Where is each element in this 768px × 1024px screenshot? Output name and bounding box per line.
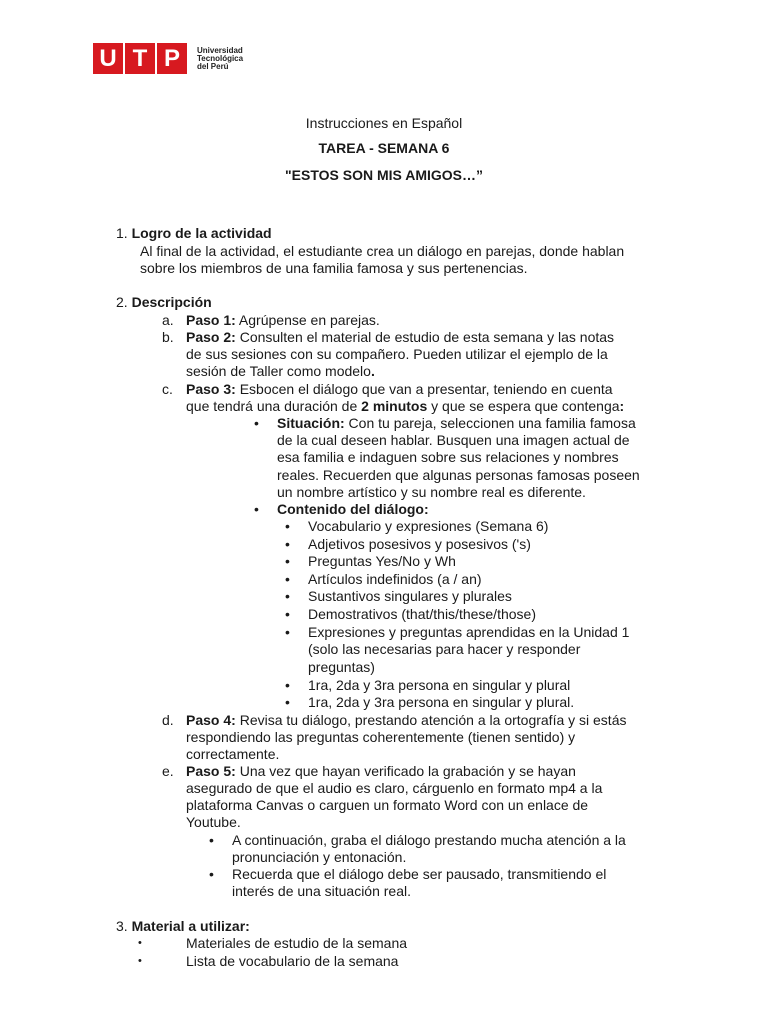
bullet: • — [285, 536, 290, 552]
step-4: Paso 4: Revisa tu diálogo, prestando atención a la ortografía y si estás — [186, 712, 627, 728]
bullet: • — [285, 588, 290, 604]
list-item: Demostrativos (that/this/these/those) — [308, 606, 536, 622]
list-item-text: interés de una situación real. — [232, 883, 411, 899]
step-5-text: Youtube. — [186, 814, 241, 830]
list-item: A continuación, graba el diálogo prestando mucha atención a la — [232, 832, 626, 848]
situacion-text: un nombre artístico y su nombre real es diferente. — [277, 484, 586, 500]
step-3: Paso 3: Esbocen el diálogo que van a presentar, teniendo en cuenta — [186, 381, 613, 397]
section-1-text: Al final de la actividad, el estudiante crea un diálogo en parejas, donde hablan — [140, 243, 625, 259]
step-3-text: que tendrá una duración de 2 minutos y que se espera que contenga: — [186, 398, 625, 414]
section-1-text: sobre los miembros de una familia famosa y sus pertenencias. — [140, 260, 528, 276]
section-1-heading: 1. Logro de la actividad — [116, 225, 272, 241]
step-4-text: correctamente. — [186, 746, 280, 762]
list-item: Recuerda que el diálogo debe ser pausado, transmitiendo el — [232, 866, 607, 882]
step-5-text: asegurado de que el audio es claro, cárguenlo en formato mp4 a la — [186, 780, 603, 796]
step-marker: a. — [162, 312, 174, 328]
list-item-text: preguntas) — [308, 659, 375, 675]
bullet: • — [138, 937, 142, 949]
document-title: TAREA - SEMANA 6 — [318, 140, 450, 156]
bullet: • — [285, 606, 290, 622]
list-item: Sustantivos singulares y plurales — [308, 588, 512, 604]
bullet: • — [254, 415, 259, 431]
logo-text: Universidad Tecnológica del Perú — [197, 45, 244, 71]
step-marker: d. — [162, 712, 174, 728]
situacion-text: de la cual deseen hablar. Busquen una imagen actual de — [277, 432, 630, 448]
list-item-text: pronunciación y entonación. — [232, 849, 407, 865]
contenido-heading: Contenido del diálogo: — [277, 501, 429, 517]
step-2-text: de sus sesiones con su compañero. Pueden utilizar el ejemplo de la — [186, 346, 608, 362]
document-subtitle: Instrucciones en Español — [305, 115, 463, 131]
step-5-text: plataforma Canvas o carguen un formato Word con un enlace de — [186, 797, 589, 813]
bullet: • — [209, 832, 214, 848]
bullet: • — [209, 866, 214, 882]
step-4-text: respondiendo las preguntas coherentemente (tienen sentido) y — [186, 729, 576, 745]
step-2-text: sesión de Taller como modelo. — [186, 363, 375, 379]
bullet: • — [138, 955, 142, 967]
list-item: 1ra, 2da y 3ra persona en singular y plural. — [308, 694, 575, 710]
section-2-heading: 2. Descripción — [116, 294, 212, 310]
step-1: Paso 1: Agrúpense en parejas. — [186, 312, 380, 328]
step-marker: c. — [162, 381, 173, 397]
bullet: • — [285, 553, 290, 569]
list-item: Lista de vocabulario de la semana — [186, 953, 399, 969]
list-item-text: (solo las necesarias para hacer y responder — [308, 641, 581, 657]
list-item: Vocabulario y expresiones (Semana 6) — [308, 518, 549, 534]
logo-letter-t: T — [125, 43, 155, 74]
step-marker: b. — [162, 329, 174, 345]
list-item: Preguntas Yes/No y Wh — [308, 553, 456, 569]
list-item: Adjetivos posesivos y posesivos ('s) — [308, 536, 531, 552]
logo-letter-p: P — [157, 43, 187, 74]
list-item: Materiales de estudio de la semana — [186, 935, 408, 951]
utp-logo — [93, 43, 243, 74]
bullet: • — [285, 694, 290, 710]
situacion-text: esa familia e indaguen sobre sus relaciones y nombres — [277, 449, 619, 465]
bullet: • — [285, 571, 290, 587]
step-5: Paso 5: Una vez que hayan verificado la grabación y se hayan — [186, 763, 576, 779]
list-item: Expresiones y preguntas aprendidas en la Unidad 1 — [308, 624, 630, 640]
document-quote: "ESTOS SON MIS AMIGOS…” — [285, 167, 483, 183]
logo-letter-u: U — [93, 43, 123, 74]
situacion: Situación: Con tu pareja, seleccionen una familia famosa — [277, 415, 636, 431]
step-marker: e. — [162, 763, 174, 779]
section-3-heading: 3. Material a utilizar: — [116, 918, 250, 934]
list-item: 1ra, 2da y 3ra persona en singular y plural — [308, 677, 571, 693]
bullet: • — [285, 677, 290, 693]
bullet: • — [285, 518, 290, 534]
bullet: • — [285, 624, 290, 640]
bullet: • — [254, 501, 259, 517]
situacion-text: reales. Recuerden que algunas personas famosas poseen — [277, 467, 640, 483]
step-2: Paso 2: Consulten el material de estudio de esta semana y las notas — [186, 329, 615, 345]
list-item: Artículos indefinidos (a / an) — [308, 571, 482, 587]
